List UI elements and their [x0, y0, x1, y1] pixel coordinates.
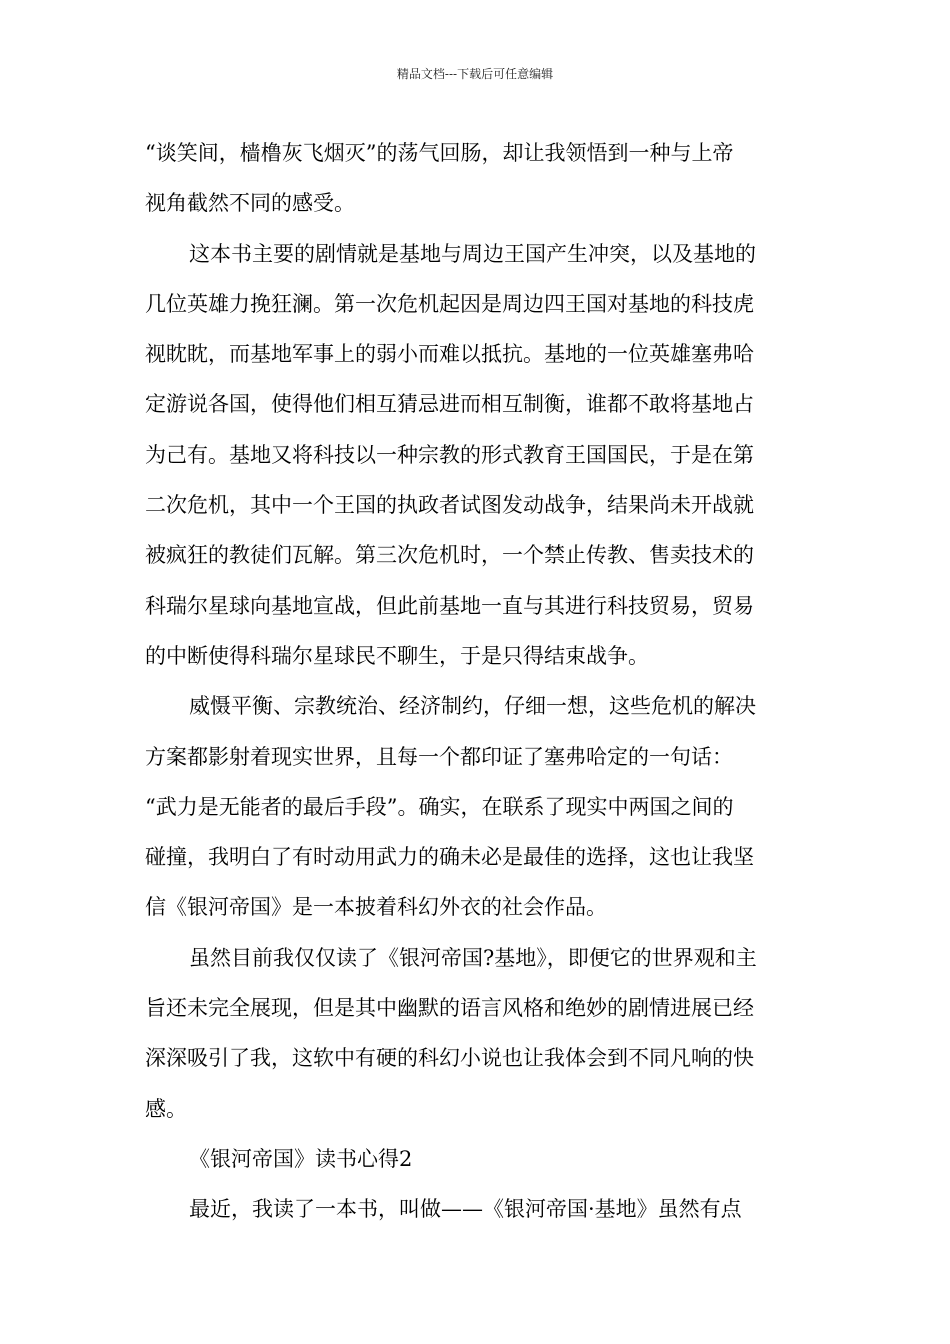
page-header: 精品文档---下载后可任意编辑	[396, 67, 554, 81]
text-line: 视眈眈，而基地军事上的弱小而难以抵抗。基地的一位英雄塞弗哈	[145, 342, 754, 367]
text-line: 信《银河帝国》是一本披着科幻外衣的社会作品。	[145, 895, 607, 920]
text-line: 旨还未完全展现，但是其中幽默的语言风格和绝妙的剧情进展已经	[145, 996, 754, 1021]
text-line: 碰撞，我明白了有时动用武力的确未必是最佳的选择，这也让我坚	[145, 845, 754, 870]
text-line: 被疯狂的教徒们瓦解。第三次危机时，一个禁止传教、售卖技术的	[145, 543, 754, 568]
text-line: 方案都影射着现实世界，且每一个都印证了塞弗哈定的一句话：	[145, 744, 733, 769]
section-title: 《银河帝国》读书心得2	[189, 1146, 413, 1171]
text-line: 二次危机，其中一个王国的执政者试图发动战争，结果尚未开战就	[145, 493, 754, 518]
text-line: 深深吸引了我，这软中有硬的科幻小说也让我体会到不同凡响的快	[145, 1046, 754, 1071]
text-line: “谈笑间，樯橹灰飞烟灭”的荡气回肠，却让我领悟到一种与上帝	[145, 141, 734, 165]
text-line: 的中断使得科瑞尔星球民不聊生，于是只得结束战争。	[145, 643, 649, 668]
text-line: 感。	[145, 1096, 187, 1121]
text-line: 威慑平衡、宗教统治、经济制约，仔细一想，这些危机的解决	[189, 694, 756, 719]
text-line: 为己有。基地又将科技以一种宗教的形式教育王国国民，于是在第	[145, 442, 754, 467]
text-line: 这本书主要的剧情就是基地与周边王国产生冲突，以及基地的	[189, 241, 756, 266]
text-line: 科瑞尔星球向基地宣战，但此前基地一直与其进行科技贸易，贸易	[145, 593, 754, 618]
text-line: “武力是无能者的最后手段”。确实，在联系了现实中两国之间的	[145, 794, 734, 819]
text-line: 最近，我读了一本书，叫做——《银河帝国·基地》虽然有点	[189, 1197, 742, 1222]
text-line: 定游说各国，使得他们相互猜忌进而相互制衡，谁都不敢将基地占	[145, 392, 754, 417]
text-line: 几位英雄力挽狂澜。第一次危机起因是周边四王国对基地的科技虎	[145, 291, 754, 316]
text-line: 视角截然不同的感受。	[145, 191, 355, 216]
text-line: 虽然目前我仅仅读了《银河帝国?基地》，即便它的世界观和主	[189, 945, 757, 970]
document-body	[145, 128, 810, 1235]
